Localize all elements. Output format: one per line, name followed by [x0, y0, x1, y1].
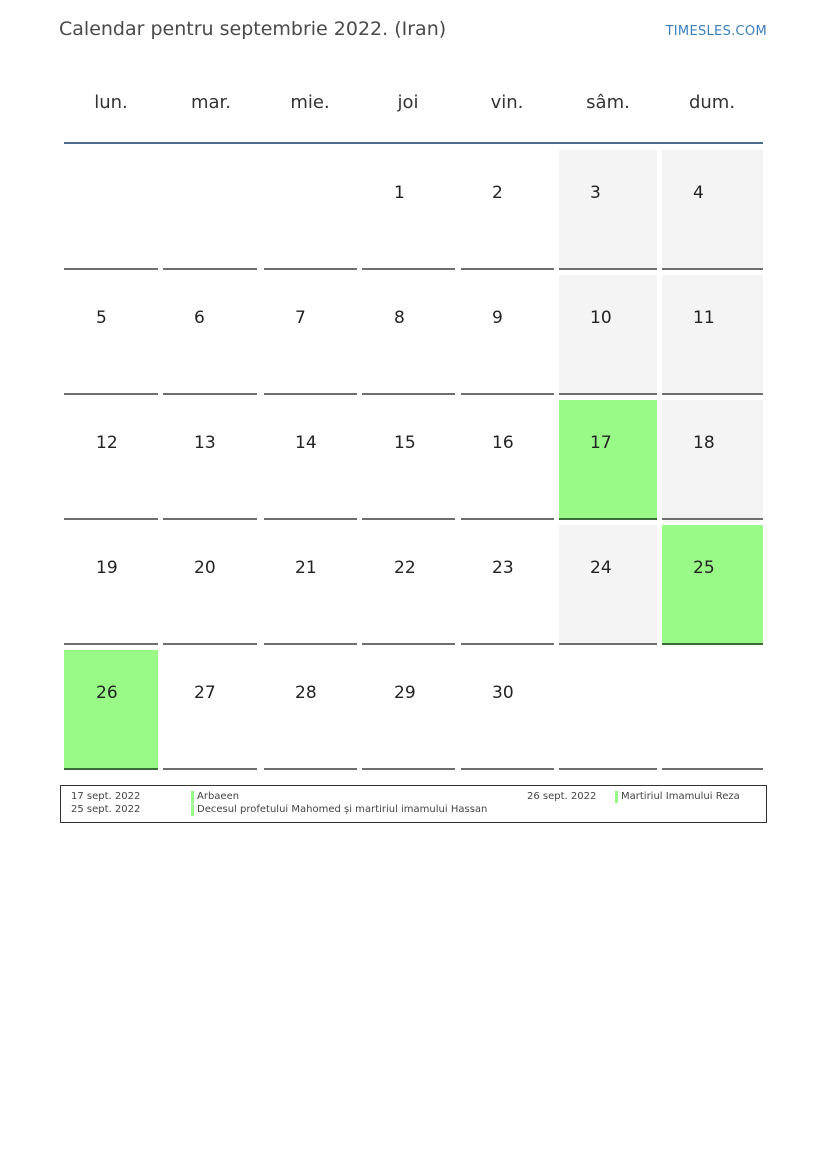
day-cell [64, 525, 158, 645]
day-cell [559, 150, 657, 270]
day-number: 27 [194, 683, 216, 703]
weekday-mon: lun. [94, 92, 128, 113]
day-cell [264, 275, 357, 395]
empty-day-cell [662, 650, 763, 770]
day-number: 12 [96, 433, 118, 453]
legend-date: 25 sept. 2022 [71, 804, 141, 815]
weekday-sat: sâm. [586, 92, 630, 113]
day-cell [461, 525, 554, 645]
day-number: 7 [295, 308, 306, 328]
empty-day-cell [264, 150, 357, 270]
holiday-color-marker [615, 791, 618, 803]
holiday-legend [60, 785, 767, 823]
day-cell [264, 400, 357, 520]
legend-holiday-name [191, 791, 239, 802]
day-cell [163, 525, 257, 645]
day-number: 23 [492, 558, 514, 578]
day-number: 21 [295, 558, 317, 578]
weekday-thu: joi [397, 92, 419, 113]
day-number: 30 [492, 683, 514, 703]
day-number: 15 [394, 433, 416, 453]
day-number: 22 [394, 558, 416, 578]
empty-day-cell [64, 150, 158, 270]
day-cell [64, 650, 158, 770]
legend-name-text: Decesul profetului Mahomed și martiriul imamului Hassan [197, 804, 488, 815]
legend-date: 26 sept. 2022 [527, 791, 597, 802]
empty-day-cell [163, 150, 257, 270]
day-number: 10 [590, 308, 612, 328]
day-number: 17 [590, 433, 612, 453]
day-cell [662, 275, 763, 395]
day-cell [662, 525, 763, 645]
legend-date: 17 sept. 2022 [71, 791, 141, 802]
day-cell [264, 650, 357, 770]
legend-name-text: Martiriul Imamului Reza [621, 791, 740, 802]
day-number: 28 [295, 683, 317, 703]
day-cell [163, 400, 257, 520]
day-cell [362, 150, 455, 270]
weekday-sun: dum. [688, 92, 736, 113]
day-number: 2 [492, 183, 503, 203]
day-cell [362, 525, 455, 645]
day-number: 5 [96, 308, 107, 328]
day-cell [461, 400, 554, 520]
day-number: 20 [194, 558, 216, 578]
day-cell [64, 275, 158, 395]
day-number: 13 [194, 433, 216, 453]
day-cell [362, 275, 455, 395]
day-cell [362, 400, 455, 520]
day-number: 14 [295, 433, 317, 453]
day-cell [461, 275, 554, 395]
day-number: 16 [492, 433, 514, 453]
day-cell [559, 400, 657, 520]
day-cell [163, 650, 257, 770]
day-number: 18 [693, 433, 715, 453]
day-number: 25 [693, 558, 715, 578]
day-cell [461, 150, 554, 270]
day-cell [559, 275, 657, 395]
holiday-color-marker [191, 791, 194, 803]
site-link[interactable]: TIMESLES.COM [665, 24, 767, 39]
day-cell [264, 525, 357, 645]
day-number: 24 [590, 558, 612, 578]
day-number: 26 [96, 683, 118, 703]
weekday-fri: vin. [490, 92, 524, 113]
day-cell [662, 400, 763, 520]
day-number: 1 [394, 183, 405, 203]
day-cell [559, 525, 657, 645]
day-cell [461, 650, 554, 770]
legend-name-text: Arbaeen [197, 791, 240, 802]
day-number: 8 [394, 308, 405, 328]
day-number: 6 [194, 308, 205, 328]
weekday-tue: mar. [190, 92, 232, 113]
holiday-color-marker [191, 804, 194, 816]
day-number: 4 [693, 183, 704, 203]
day-number: 19 [96, 558, 118, 578]
day-number: 11 [693, 308, 715, 328]
day-cell [163, 275, 257, 395]
weekday-wed: mie. [290, 92, 330, 113]
legend-holiday-name [191, 804, 487, 815]
day-number: 29 [394, 683, 416, 703]
day-number: 3 [590, 183, 601, 203]
header-divider [64, 142, 763, 144]
day-cell [362, 650, 455, 770]
legend-holiday-name [615, 791, 740, 802]
empty-day-cell [559, 650, 657, 770]
calendar-title: Calendar pentru septembrie 2022. (Iran) [59, 18, 447, 40]
day-cell [64, 400, 158, 520]
day-number: 9 [492, 308, 503, 328]
day-cell [662, 150, 763, 270]
